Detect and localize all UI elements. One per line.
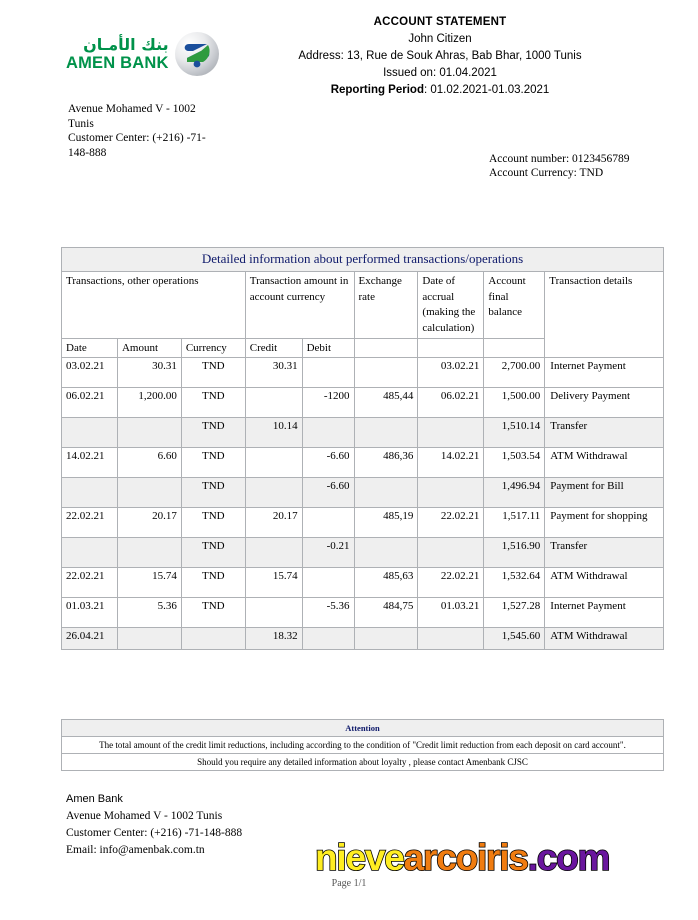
table-row[interactable] <box>62 418 664 448</box>
header-transaction-amount: Transaction amount in account currency <box>245 272 354 339</box>
cell-credit <box>245 448 302 478</box>
cell-debit <box>302 508 354 538</box>
subheader-currency: Currency <box>181 339 245 358</box>
cell-transaction-details: Internet Payment <box>545 598 664 628</box>
table-row[interactable] <box>62 508 664 538</box>
header-transactions: Transactions, other operations <box>62 272 246 339</box>
header-final-balance: Account final balance <box>484 272 545 339</box>
subheader-date: Date <box>62 339 118 358</box>
cell-exchange-rate <box>354 538 418 568</box>
attention-line-1-row <box>62 737 664 754</box>
cell-date: 22.02.21 <box>62 508 118 538</box>
cell-transaction-details: ATM Withdrawal <box>545 448 664 478</box>
cell-credit <box>245 538 302 568</box>
cell-credit <box>245 478 302 508</box>
cell-transaction-details: Delivery Payment <box>545 388 664 418</box>
account-number: Account number: 0123456789 <box>489 153 630 165</box>
cell-transaction-details: Transfer <box>545 538 664 568</box>
table-row[interactable] <box>62 598 664 628</box>
cell-debit <box>302 358 354 388</box>
cell-final-balance: 1,517.11 <box>484 508 545 538</box>
attention-heading: Attention <box>62 720 664 737</box>
cell-exchange-rate: 485,63 <box>354 568 418 598</box>
cell-debit: -0.21 <box>302 538 354 568</box>
watermark-part-3: .com <box>527 837 610 878</box>
subheader-credit: Credit <box>245 339 302 358</box>
logo-arabic-text: بنك الأمـان <box>83 34 169 54</box>
watermark-part-1: nieve <box>315 837 404 878</box>
cell-date-of-accrual: 22.02.21 <box>418 508 484 538</box>
cell-exchange-rate <box>354 418 418 448</box>
cell-debit <box>302 628 354 650</box>
cell-exchange-rate <box>354 478 418 508</box>
cell-credit: 18.32 <box>245 628 302 650</box>
cell-currency: TND <box>181 478 245 508</box>
page-number: Page 1/1 <box>331 878 367 889</box>
cell-amount <box>117 418 181 448</box>
cell-final-balance: 1,496.94 <box>484 478 545 508</box>
subheader-amount: Amount <box>117 339 181 358</box>
cell-debit <box>302 568 354 598</box>
footer-address: Avenue Mohamed V - 1002 Tunis <box>66 810 223 822</box>
cell-date-of-accrual: 22.02.21 <box>418 568 484 598</box>
cell-amount: 1,200.00 <box>117 388 181 418</box>
cell-exchange-rate <box>354 358 418 388</box>
attention-table <box>61 719 664 771</box>
cell-final-balance: 1,500.00 <box>484 388 545 418</box>
document-header <box>230 14 650 99</box>
footer-email: Email: info@amenbak.com.tn <box>66 844 205 856</box>
cell-credit: 20.17 <box>245 508 302 538</box>
cell-date: 01.03.21 <box>62 598 118 628</box>
cell-date-of-accrual <box>418 628 484 650</box>
cell-exchange-rate <box>354 628 418 650</box>
cell-amount: 6.60 <box>117 448 181 478</box>
cell-currency: TND <box>181 598 245 628</box>
header-exchange-rate: Exchange rate <box>354 272 418 339</box>
cell-exchange-rate: 486,36 <box>354 448 418 478</box>
cell-date: 03.02.21 <box>62 358 118 388</box>
bank-address-block <box>68 102 248 160</box>
cell-exchange-rate: 484,75 <box>354 598 418 628</box>
cell-final-balance: 2,700.00 <box>484 358 545 388</box>
footer-contact-block <box>66 791 242 859</box>
table-row[interactable] <box>62 388 664 418</box>
cell-credit: 10.14 <box>245 418 302 448</box>
cell-final-balance: 1,516.90 <box>484 538 545 568</box>
customer-address: Address: 13, Rue de Souk Ahras, Bab Bhar, 1000 Tunis <box>298 50 582 62</box>
bank-address-line-2: Tunis <box>68 117 94 130</box>
cell-date: 06.02.21 <box>62 388 118 418</box>
cell-currency: TND <box>181 418 245 448</box>
cell-date <box>62 538 118 568</box>
cell-debit: -5.36 <box>302 598 354 628</box>
cell-transaction-details: Payment for shopping <box>545 508 664 538</box>
account-currency: Account Currency: TND <box>489 167 604 179</box>
cell-debit <box>302 418 354 448</box>
table-row[interactable] <box>62 358 664 388</box>
cell-credit <box>245 388 302 418</box>
cell-amount: 20.17 <box>117 508 181 538</box>
cell-final-balance: 1,532.64 <box>484 568 545 598</box>
cell-transaction-details: ATM Withdrawal <box>545 568 664 598</box>
cell-final-balance: 1,545.60 <box>484 628 545 650</box>
header-date-of-accrual: Date of accrual (making the calculation) <box>418 272 484 339</box>
cell-amount: 30.31 <box>117 358 181 388</box>
cell-date: 14.02.21 <box>62 448 118 478</box>
table-row[interactable] <box>62 538 664 568</box>
cell-final-balance: 1,503.54 <box>484 448 545 478</box>
cell-amount <box>117 478 181 508</box>
cell-currency: TND <box>181 448 245 478</box>
cell-credit: 15.74 <box>245 568 302 598</box>
subheader-accrual-tail <box>418 339 484 358</box>
site-watermark <box>315 838 609 878</box>
cell-date <box>62 478 118 508</box>
cell-date <box>62 418 118 448</box>
attention-line-1: The total amount of the credit limit reductions, including according to the condition of "Credit limit reduction from each deposit on card account". <box>62 737 664 754</box>
cell-date-of-accrual: 06.02.21 <box>418 388 484 418</box>
footer-bank-name: Amen Bank <box>66 793 123 805</box>
attention-line-2-row <box>62 754 664 771</box>
cell-date-of-accrual <box>418 418 484 448</box>
subheader-exchange-rate-blank <box>354 339 418 358</box>
cell-transaction-details: Transfer <box>545 418 664 448</box>
cell-debit: -1200 <box>302 388 354 418</box>
table-row[interactable] <box>62 448 664 478</box>
cell-currency: TND <box>181 358 245 388</box>
table-row[interactable] <box>62 568 664 598</box>
cell-credit <box>245 598 302 628</box>
issued-on: Issued on: 01.04.2021 <box>383 67 497 79</box>
customer-name: John Citizen <box>408 33 472 45</box>
cell-transaction-details: Payment for Bill <box>545 478 664 508</box>
bank-address-line-4: 148-888 <box>68 146 107 159</box>
cell-credit: 30.31 <box>245 358 302 388</box>
reporting-period-label: Reporting Period <box>330 84 424 96</box>
cell-date-of-accrual: 14.02.21 <box>418 448 484 478</box>
header-transaction-details: Transaction details <box>545 272 664 358</box>
watermark-part-2: arcoiris <box>403 837 528 878</box>
reporting-period-value: : 01.02.2021-01.03.2021 <box>423 84 550 96</box>
cell-debit: -6.60 <box>302 448 354 478</box>
transactions-body <box>62 358 664 650</box>
table-title-row <box>62 248 664 272</box>
logo-wordmark <box>66 34 169 72</box>
footer-phone: Customer Center: (+216) -71-148-888 <box>66 827 243 839</box>
subheader-balance-blank <box>484 339 545 358</box>
amen-bank-emblem-icon <box>175 32 219 76</box>
transactions-table <box>61 247 664 650</box>
attention-heading-row <box>62 720 664 737</box>
cell-currency: TND <box>181 388 245 418</box>
cell-currency: TND <box>181 538 245 568</box>
cell-date-of-accrual <box>418 538 484 568</box>
cell-transaction-details: Internet Payment <box>545 358 664 388</box>
cell-date: 22.02.21 <box>62 568 118 598</box>
cell-currency: TND <box>181 568 245 598</box>
cell-debit: -6.60 <box>302 478 354 508</box>
bank-address-line-3: Customer Center: (+216) -71- <box>68 132 206 144</box>
cell-exchange-rate: 485,19 <box>354 508 418 538</box>
attention-line-2: Should you require any detailed information about loyalty , please contact Amenbank CJSC <box>62 754 664 771</box>
reporting-period <box>230 82 650 99</box>
cell-currency: TND <box>181 508 245 538</box>
bank-address-line-1: Avenue Mohamed V - 1002 <box>68 103 196 115</box>
cell-exchange-rate: 485,44 <box>354 388 418 418</box>
cell-date-of-accrual: 03.02.21 <box>418 358 484 388</box>
account-info-block <box>489 152 630 180</box>
cell-date: 26.04.21 <box>62 628 118 650</box>
cell-date-of-accrual: 01.03.21 <box>418 598 484 628</box>
logo-latin-text: AMEN BANK <box>66 53 169 72</box>
cell-amount <box>117 628 181 650</box>
page-title: ACCOUNT STATEMENT <box>373 16 507 28</box>
cell-transaction-details: ATM Withdrawal <box>545 628 664 650</box>
cell-currency <box>181 628 245 650</box>
bank-logo <box>66 32 219 76</box>
cell-amount: 5.36 <box>117 598 181 628</box>
table-title: Detailed information about performed transactions/operations <box>62 248 664 272</box>
cell-amount <box>117 538 181 568</box>
cell-date-of-accrual <box>418 478 484 508</box>
cell-final-balance: 1,527.28 <box>484 598 545 628</box>
table-row[interactable] <box>62 628 664 650</box>
table-row[interactable] <box>62 478 664 508</box>
subheader-debit: Debit <box>302 339 354 358</box>
cell-amount: 15.74 <box>117 568 181 598</box>
cell-final-balance: 1,510.14 <box>484 418 545 448</box>
